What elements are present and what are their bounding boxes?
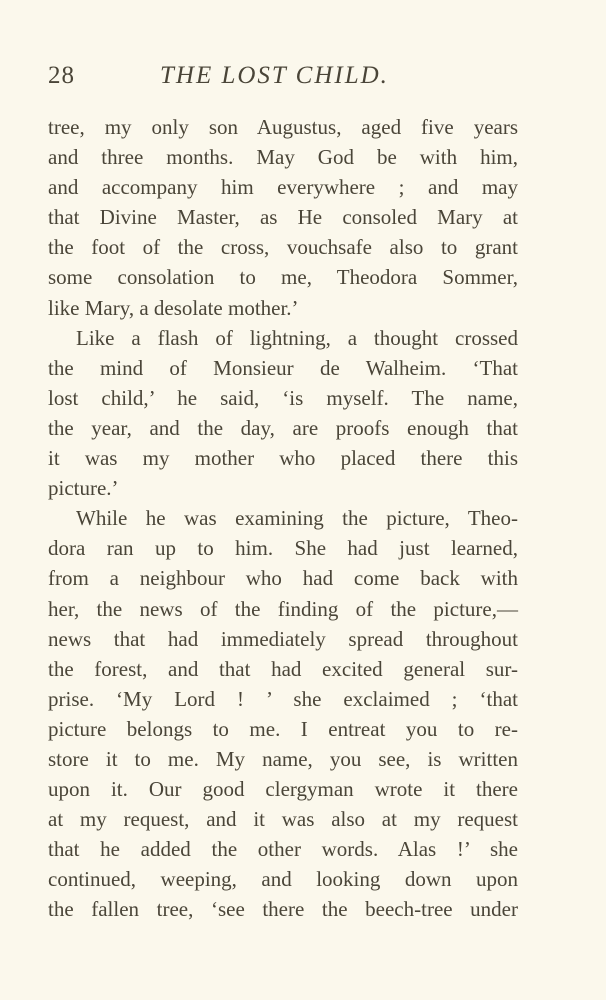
body-text — [48, 112, 518, 925]
text-line: and three months. May God be with him, — [48, 145, 518, 170]
page-number: 28 — [48, 62, 75, 89]
text-line: the foot of the cross, vouchsafe also to grant — [48, 235, 518, 260]
text-line: some consolation to me, Theodora Sommer, — [48, 265, 518, 290]
text-line: prise. ‘My Lord ! ’ she exclaimed ; ‘that — [48, 686, 518, 711]
text-line: the forest, and that had excited general sur- — [48, 656, 518, 681]
text-line: like Mary, a desolate mother.’ — [48, 295, 299, 320]
text-line: her, the news of the finding of the picture,— — [48, 596, 518, 621]
text-line: picture belongs to me. I entreat you to re- — [48, 716, 518, 741]
text-line: that he added the other words. Alas !’ she — [48, 837, 518, 862]
text-line: the mind of Monsieur de Walheim. ‘That — [48, 355, 518, 380]
text-line: news that had immediately spread throughout — [48, 626, 518, 651]
text-line: the fallen tree, ‘see there the beech-tree under — [48, 897, 518, 922]
paragraph-first-line: While he was examining the picture, Theo- — [76, 506, 518, 531]
text-line: lost child,’ he said, ‘is myself. The name, — [48, 385, 518, 410]
text-line: from a neighbour who had come back with — [48, 566, 518, 591]
text-line: picture.’ — [48, 476, 119, 501]
text-line: and accompany him everywhere ; and may — [48, 175, 518, 200]
page-header — [48, 58, 518, 98]
text-line: continued, weeping, and looking down upon — [48, 867, 518, 892]
running-title: THE LOST CHILD. — [160, 62, 389, 89]
text-line: dora ran up to him. She had just learned, — [48, 536, 518, 561]
text-line: store it to me. My name, you see, is written — [48, 746, 518, 771]
text-line: upon it. Our good clergyman wrote it there — [48, 777, 518, 802]
text-line: at my request, and it was also at my request — [48, 807, 518, 832]
text-line: the year, and the day, are proofs enough that — [48, 415, 518, 440]
text-line: it was my mother who placed there this — [48, 446, 518, 471]
paragraph-first-line: Like a flash of lightning, a thought crossed — [76, 325, 518, 350]
text-line: tree, my only son Augustus, aged five years — [48, 115, 518, 139]
text-line: that Divine Master, as He consoled Mary at — [48, 205, 518, 230]
